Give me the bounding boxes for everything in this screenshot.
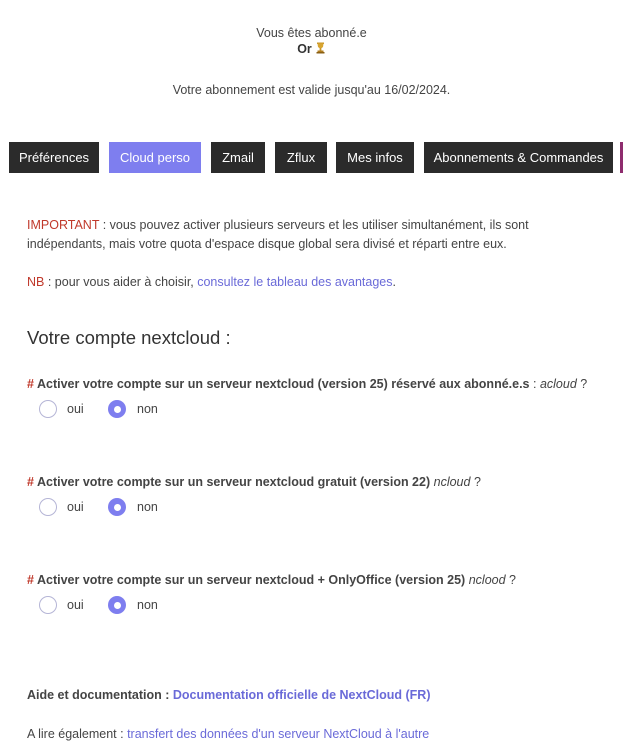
level-label: Or (297, 42, 312, 56)
section-title: Votre compte nextcloud : (27, 327, 231, 348)
nb-label: NB (27, 275, 45, 289)
docs-label: Aide et documentation : (27, 688, 173, 702)
also-read-line (27, 725, 607, 742)
important-label: IMPORTANT (27, 218, 100, 232)
server-name: ncloud (433, 475, 471, 489)
hash-marker: # (27, 475, 34, 489)
radio-label-non: non (137, 598, 158, 612)
tab-preferences[interactable]: Préférences (9, 142, 99, 173)
radio-label-oui: oui (67, 598, 84, 612)
nb-end: . (392, 275, 396, 289)
subscription-header (0, 26, 623, 58)
important-text: : vous pouvez activer plusieurs serveurs et les utiliser simultanément, ils sont indépendants, mais votre quota d'espace disque global sera divisé et réparti entre eux. (27, 218, 529, 251)
question-text: Activer votre compte sur un serveur nextcloud + OnlyOffice (version 25) (33, 573, 466, 587)
ncloud-radio-non[interactable] (108, 498, 126, 516)
also-read-label: A lire également : (27, 727, 128, 741)
question-mark: ? (470, 475, 481, 489)
question-sep: : (529, 377, 540, 391)
acloud-radio-group (39, 400, 179, 420)
radio-label-non: non (137, 402, 158, 416)
tab-mes-infos[interactable]: Mes infos (336, 142, 414, 173)
nclood-radio-non[interactable] (108, 596, 126, 614)
subscribed-text: Vous êtes abonné.e (256, 26, 367, 40)
transfer-guide-link[interactable]: transfert des données d'un serveur NextCloud à l'autre (127, 727, 430, 741)
tab-cloud-perso[interactable]: Cloud perso (109, 142, 201, 173)
nb-text: : pour vous aider à choisir, (44, 275, 198, 289)
tab-abonnements-commandes[interactable]: Abonnements & Commandes (424, 142, 613, 173)
question-nclood (27, 572, 607, 588)
nb-notice (27, 273, 607, 292)
question-text: Activer votre compte sur un serveur nextcloud (version 25) réservé aux abonné.e.s (33, 377, 530, 391)
question-mark: ? (505, 573, 516, 587)
nclood-radio-oui[interactable] (39, 596, 57, 614)
server-name: acloud (539, 377, 577, 391)
ncloud-radio-group (39, 498, 179, 518)
important-notice (27, 216, 607, 254)
acloud-radio-oui[interactable] (39, 400, 57, 418)
radio-label-non: non (137, 500, 158, 514)
question-acloud (27, 376, 607, 392)
question-text: Activer votre compte sur un serveur nextcloud gratuit (version 22) (33, 475, 431, 489)
radio-label-oui: oui (67, 402, 84, 416)
tab-zmail[interactable]: Zmail (211, 142, 265, 173)
nextcloud-docs-link[interactable]: Documentation officielle de NextCloud (FR) (172, 688, 431, 702)
advantages-link[interactable]: consultez le tableau des avantages (197, 275, 393, 289)
validity-text: Votre abonnement est valide jusqu'au 16/02/2024. (172, 83, 451, 97)
tab-zflux[interactable]: Zflux (275, 142, 327, 173)
question-ncloud (27, 474, 607, 490)
ncloud-radio-oui[interactable] (39, 498, 57, 516)
radio-label-oui: oui (67, 500, 84, 514)
acloud-radio-non[interactable] (108, 400, 126, 418)
subscription-level (0, 40, 623, 58)
hash-marker: # (27, 377, 34, 391)
question-mark: ? (576, 377, 588, 391)
trophy-icon (315, 42, 326, 54)
nclood-radio-group (39, 596, 179, 616)
hash-marker: # (27, 573, 34, 587)
documentation-line (27, 688, 607, 702)
server-name: nclood (468, 573, 506, 587)
